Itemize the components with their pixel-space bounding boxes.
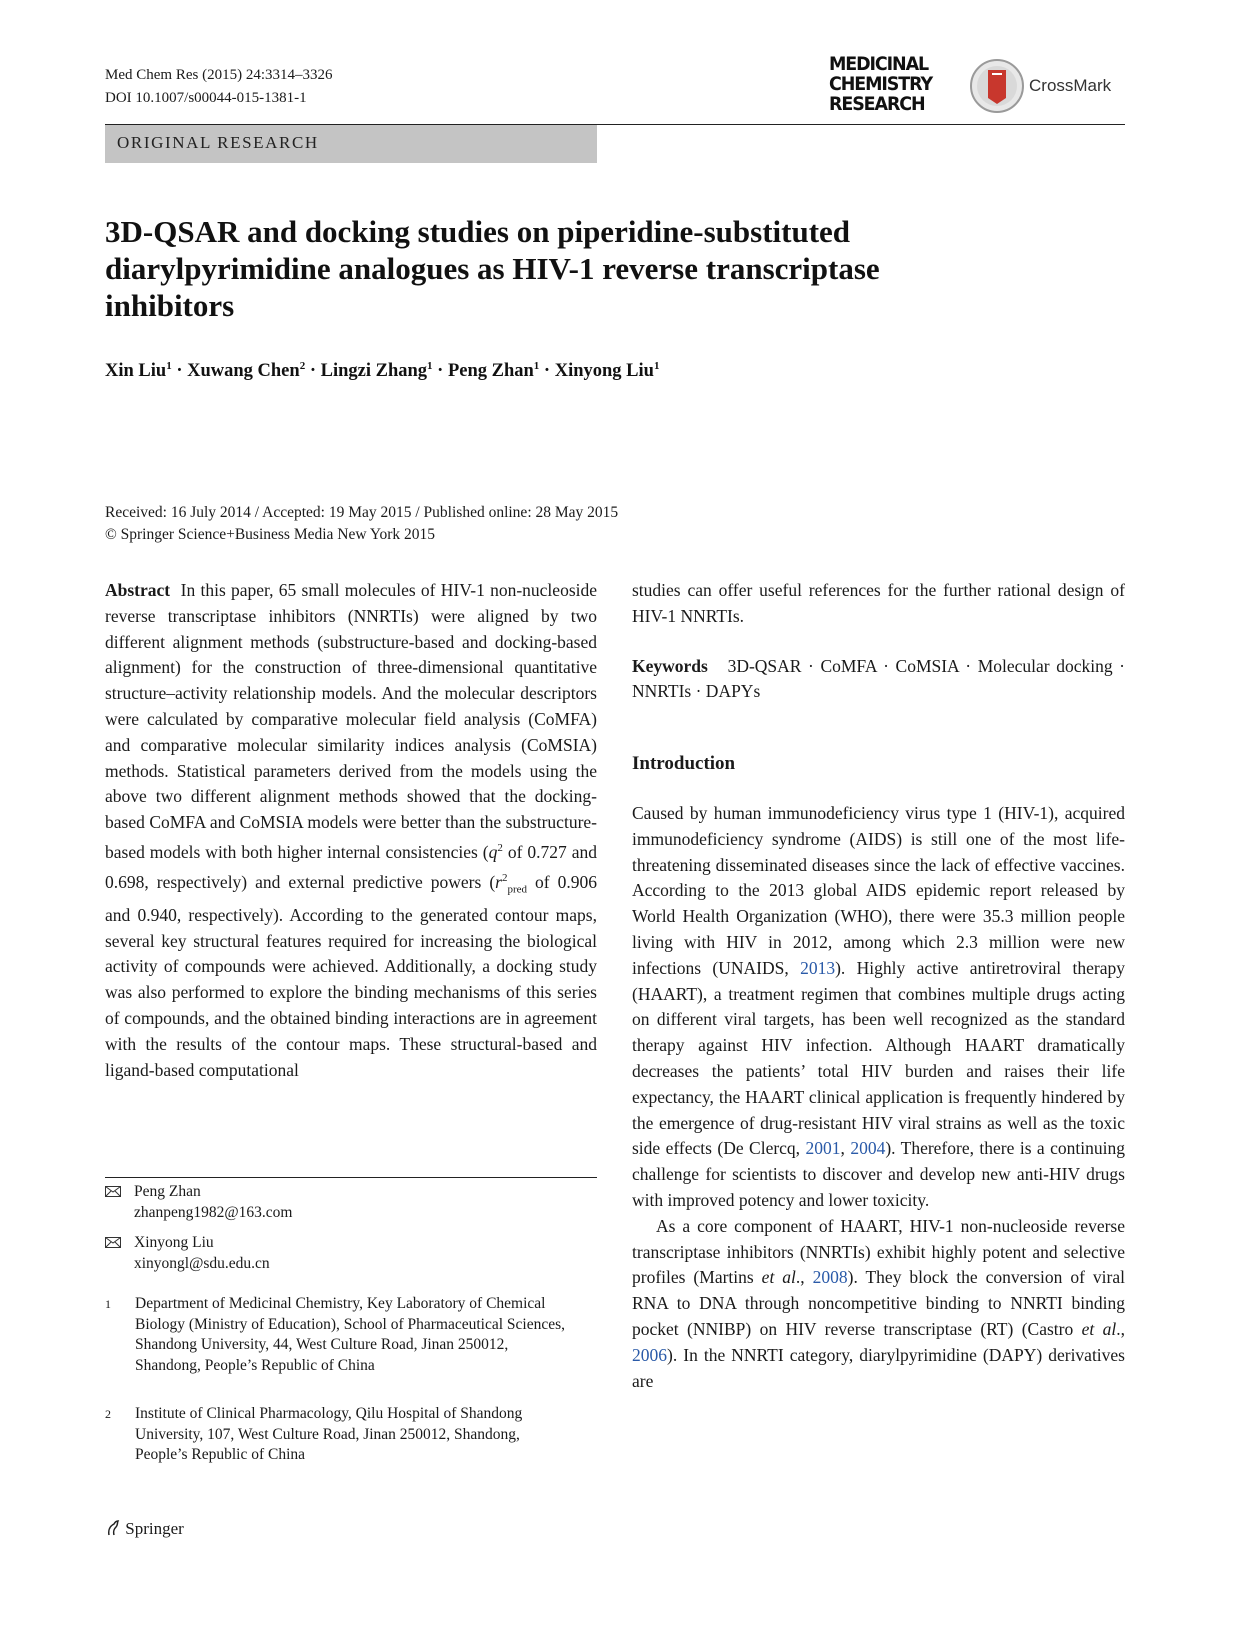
introduction-heading: Introduction (632, 753, 736, 775)
reference-link[interactable]: 2006 (632, 1344, 667, 1365)
author[interactable]: Xuwang Chen$^2$ (187, 360, 306, 382)
right-column (632, 578, 1125, 1394)
dates-line: Received: 16 July 2014 / Accepted: 19 May 2015 / Published online: 28 May 2015 (105, 504, 619, 521)
affiliation-text: Department of Medicinal Chemistry, Key Laboratory of Chemical Biology (Ministry of Education), School of Pharmaceutical Sciences, Shandong University, 44, West Culture Road, Jinan 250012, Shandong, People’s Republic of China (135, 1295, 566, 1374)
keywords-heading: Keywords (632, 655, 708, 676)
affiliation-2 (105, 1404, 597, 1468)
introduction-paragraph-2: As a core component of HAART, HIV-1 non-nucleoside reverse transcriptase inhibitors (NNRTIs) exhibit highly potent and selective profiles (Martins et al., 2008). They block the conversion of viral RNA to DNA through noncompetitive binding to NNRTI binding pocket (NNIBP) on HIV reverse transcriptase (RT) (Castro et al., 2006). In the NNRTI category, diarylpyrimidine (DAPY) derivatives are (632, 1215, 1126, 1391)
envelope-icon (105, 1237, 121, 1248)
correspondence-name: Xinyong Liu (134, 1234, 214, 1251)
correspondence-name: Peng Zhan (134, 1183, 201, 1200)
section-banner (105, 125, 597, 163)
correspondence-1 (105, 1182, 597, 1224)
author[interactable]: Xinyong Liu$^1$ (554, 360, 660, 382)
abstract-continuation: studies can offer useful references for the further rational design of HIV-1 NNRTIs. (632, 580, 1125, 626)
abstract-text: Abstract In this paper, 65 small molecules of HIV-1 non-nucleoside reverse transcriptase inhibitors (NNRTIs) were aligned by two different alignment methods (substructure-based and docking-based alignment) for the construction of three-dimensional quantitative structure–activity relationship models. And the molecular descriptors were calculated by comparative molecular field analysis (CoMFA) and comparative molecular similarity indices analysis (CoMSIA) methods. Statistical parameters derived from the models using the above two different alignment methods showed that the docking-based CoMFA and CoMSIA models were better than the substructure-based models with both higher internal consistencies ($q^2$ of 0.727 and 0.698, respectively) and external predictive powers ($r^2_{pred}$ of 0.906 and 0.940, respectively). According to the generated contour maps, several key structural features required for increasing the biological activity of compounds were achieved. Additionally, a docking study was also performed to explore the binding mechanisms of this series of compounds, and the obtained binding interactions are in agreement with the results of the contour maps. These structural-based and ligand-based computational (105, 580, 598, 1080)
correspondence-2 (105, 1233, 597, 1275)
affiliation-1 (105, 1294, 597, 1399)
correspondence-email[interactable]: zhanpeng1982@163.com (134, 1203, 293, 1221)
correspondence-email[interactable]: xinyongl@sdu.edu.cn (134, 1254, 270, 1272)
section-banner-text: ORIGINAL RESEARCH (117, 133, 319, 152)
citation-block (105, 64, 332, 110)
keywords (632, 654, 1125, 706)
copyright-line: © Springer Science+Business Media New York 2015 (105, 526, 436, 543)
affiliation-number: 1 (105, 1297, 111, 1311)
reference-link[interactable]: 2013 (800, 957, 836, 978)
reference-link[interactable]: 2008 (812, 1267, 848, 1288)
journal-logo-text: MEDICINAL CHEMISTRY RESEARCH (829, 53, 933, 115)
doi: DOI 10.1007/s00044-015-1381-1 (105, 90, 307, 106)
affiliation-text: Institute of Clinical Pharmacology, Qilu Hospital of Shandong University, 107, West Culture Road, Jinan 250012, Shandong, People’s Republic of China (135, 1405, 523, 1463)
abstract-heading: Abstract (105, 580, 171, 600)
author-list: Xin Liu$^1$ · Xuwang Chen$^2$ · Lingzi Zhang$^1$ · Peng Zhan$^1$ · Xinyong Liu$^1$ (105, 360, 660, 382)
keywords-text: 3D-QSAR · CoMFA · CoMSIA · Molecular docking · NNRTIs · DAPYs (632, 655, 1125, 702)
crossmark-icon[interactable] (969, 58, 1025, 114)
author[interactable]: Peng Zhan$^1$ (447, 360, 540, 382)
footnote-rule (105, 1177, 597, 1178)
journal-citation: Med Chem Res (2015) 24:3314–3326 (105, 67, 333, 83)
envelope-icon (105, 1186, 121, 1197)
publisher-footer (105, 1519, 184, 1539)
reference-link[interactable]: 2001 (805, 1138, 841, 1159)
article-title: 3D-QSAR and docking studies on piperidine-substituted diarylpyrimidine analogues as HIV-1 reverse transcriptase inhibitors (105, 214, 880, 323)
abstract (105, 578, 597, 1083)
reference-link[interactable]: 2004 (850, 1138, 886, 1159)
author[interactable]: Lingzi Zhang$^1$ (320, 360, 433, 382)
author[interactable]: Xin Liu$^1$ (105, 360, 172, 382)
publication-dates (105, 502, 618, 546)
affiliation-number: 2 (105, 1407, 111, 1421)
crossmark-label[interactable]: CrossMark (1029, 76, 1112, 95)
journal-logo (829, 52, 1125, 122)
springer-horse-icon (105, 1519, 121, 1537)
introduction-paragraph-1: Caused by human immunodeficiency virus type 1 (HIV-1), acquired immunodeficiency syndrome (AIDS) is still one of the most life-threatening disseminated diseases since the lack of effective vaccines. According to the 2013 global AIDS epidemic report released by World Health Organization (WHO), there were 35.3 million people living with HIV in 2012, among which 2.3 million were new infections (UNAIDS, 2013). Highly active antiretroviral therapy (HAART), a treatment regimen that combines multiple drugs acting on different viral targets, has been well recognized as the standard therapy against HIV infection. Although HAART dramatically decreases the patients’ total HIV burden and raises their life expectancy, the HAART clinical application is frequently hindered by the emergence of drug-resistant HIV viral strains as well as the toxic side effects (De Clercq, 2001, 2004). Therefore, there is a continuing challenge for scientists to discover and develop new anti-HIV drugs with improved potency and lower toxicity. (632, 802, 1125, 1210)
publisher-name: Springer (125, 1519, 184, 1538)
